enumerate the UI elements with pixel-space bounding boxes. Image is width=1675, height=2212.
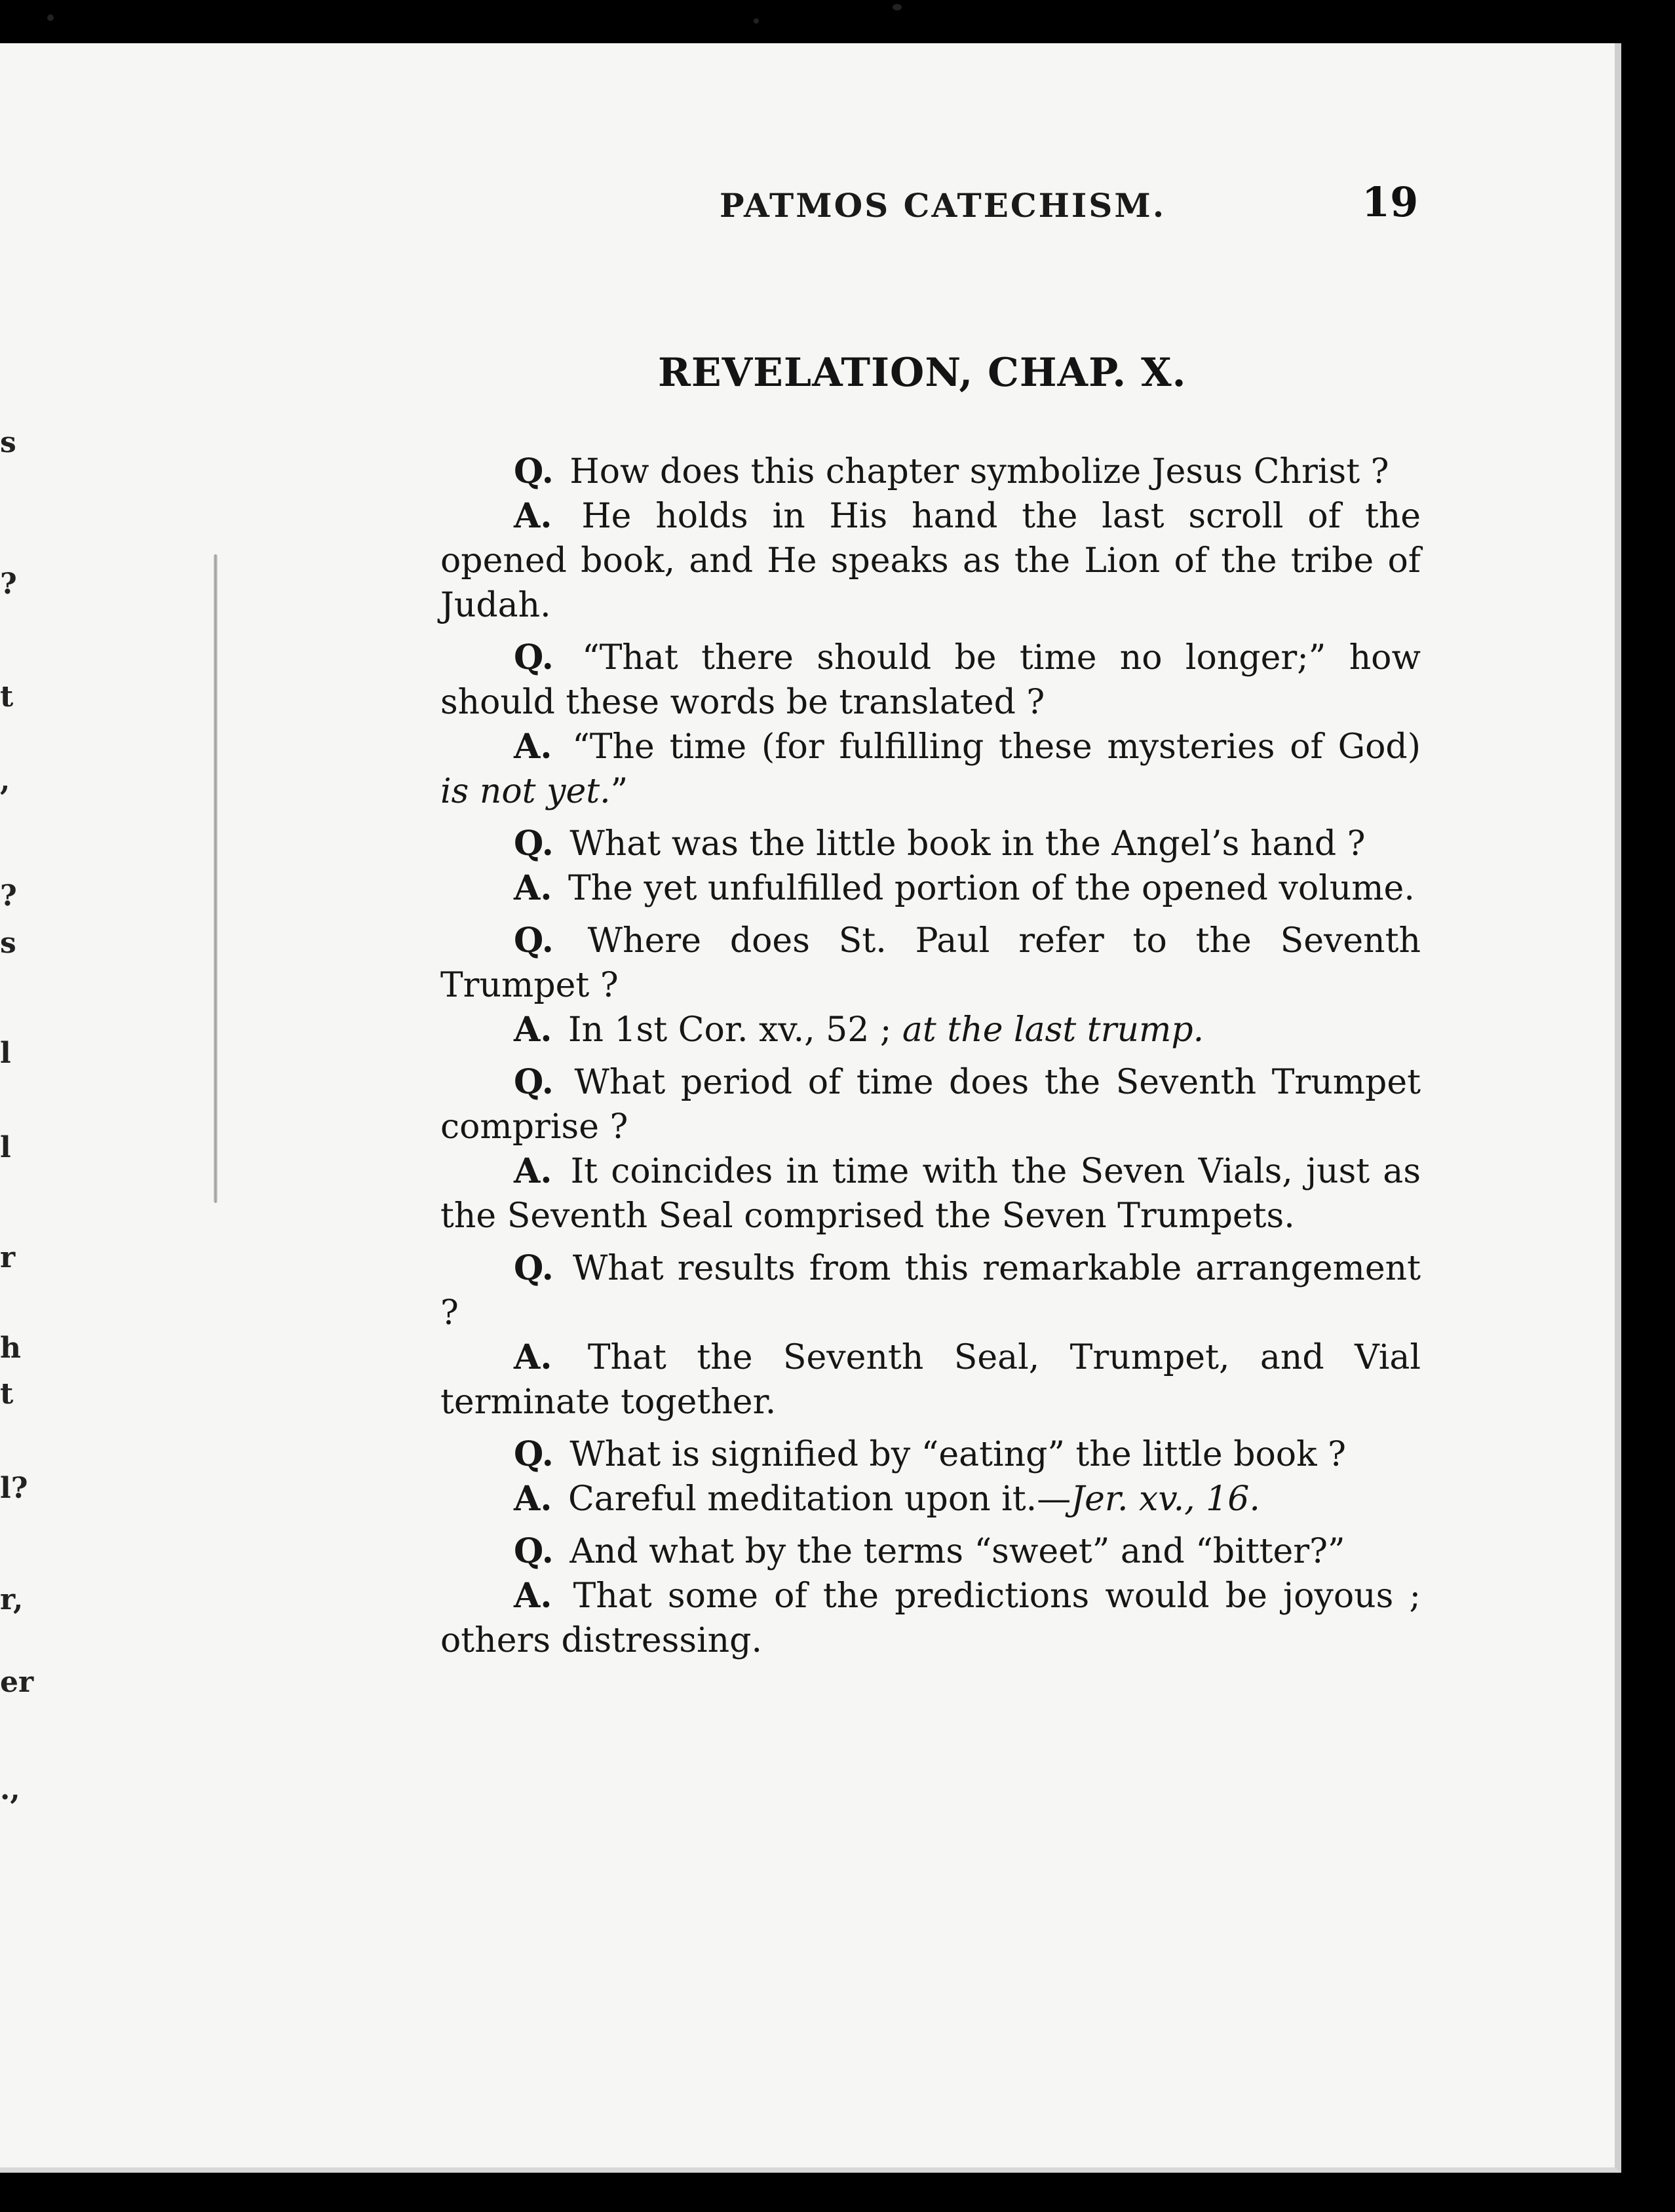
answer-prefix: A.: [514, 1337, 552, 1377]
answer-prefix: A.: [514, 1576, 552, 1616]
question-prefix: Q.: [514, 1434, 554, 1474]
question: [440, 919, 1421, 1008]
qa-pair: [440, 822, 1421, 911]
question: [440, 449, 1421, 494]
running-title: PATMOS CATECHISM.: [720, 186, 1166, 225]
answer-prefix: A.: [514, 1010, 552, 1050]
qa-pair: [440, 919, 1421, 1052]
margin-fragment: t: [0, 1377, 14, 1411]
answer-text: That the Seventh Seal, Trumpet, and Vial terminate together.: [440, 1338, 1421, 1422]
answer-prefix: A.: [514, 1151, 552, 1191]
margin-fragment: s: [0, 426, 16, 459]
answer-italic: Jer. xv., 16.: [1071, 1479, 1260, 1519]
scan-speck: [754, 18, 759, 24]
answer-text: That some of the predictions would be joyous ; others distressing.: [440, 1576, 1421, 1660]
question: [440, 822, 1421, 866]
answer-prefix: A.: [514, 496, 552, 536]
answer-tail: ”: [610, 772, 628, 811]
margin-fragment: l?: [0, 1472, 28, 1505]
page-number: 19: [1362, 178, 1419, 226]
answer-text: “The time (for fulfilling these mysteries of God): [572, 727, 1421, 767]
question-text: And what by the terms “sweet” and “bitter?”: [569, 1532, 1345, 1571]
question-text: “That there should be time no longer;” how should these words be translated ?: [440, 638, 1421, 722]
page-fold-mark: [214, 554, 218, 1203]
qa-pair: [440, 1529, 1421, 1663]
margin-fragment: s: [0, 926, 16, 960]
question-text: What results from this remarkable arrangement ?: [440, 1249, 1421, 1333]
book-page: [0, 43, 1621, 2173]
answer: [440, 1477, 1421, 1521]
margin-fragment: t: [0, 680, 14, 714]
question-prefix: Q.: [514, 638, 554, 677]
question-prefix: Q.: [514, 1248, 554, 1288]
margin-fragment: r,: [0, 1583, 24, 1616]
question-prefix: Q.: [514, 824, 554, 864]
question-text: What period of time does the Seventh Trumpet comprise ?: [440, 1063, 1421, 1147]
answer: [440, 1149, 1421, 1238]
qa-pair: [440, 1246, 1421, 1424]
question: [440, 1060, 1421, 1149]
qa-pair: [440, 636, 1421, 814]
question: [440, 1432, 1421, 1477]
answer-text: The yet unfulfilled portion of the opened volume.: [568, 869, 1415, 908]
chapter-title: REVELATION, CHAP. X.: [658, 350, 1187, 396]
answer: [440, 1335, 1421, 1424]
answer-text: In 1st Cor. xv., 52 ;: [568, 1010, 892, 1050]
question-text: What was the little book in the Angel’s hand ?: [569, 824, 1366, 864]
adjacent-page-edge: [0, 43, 34, 2167]
question-text: Where does St. Paul refer to the Seventh Trumpet ?: [440, 921, 1421, 1005]
answer-italic: is not yet.: [440, 772, 611, 811]
catechism-body: [440, 449, 1421, 1671]
question-prefix: Q.: [514, 1062, 554, 1102]
answer: [440, 1008, 1421, 1052]
question: [440, 1529, 1421, 1574]
answer-text: Careful meditation upon it.—: [568, 1479, 1071, 1519]
margin-fragment: .,: [0, 1773, 20, 1806]
question: [440, 636, 1421, 725]
answer-prefix: A.: [514, 1479, 552, 1519]
answer-text: It coincides in time with the Seven Vials, just as the Seventh Seal comprised the Seven Trumpets.: [440, 1152, 1421, 1236]
answer-prefix: A.: [514, 868, 552, 908]
margin-fragment: ?: [0, 567, 17, 601]
margin-fragment: r: [0, 1241, 16, 1274]
answer-prefix: A.: [514, 727, 552, 767]
margin-fragment: ?: [0, 879, 17, 913]
question-prefix: Q.: [514, 451, 554, 491]
answer: [440, 1574, 1421, 1663]
margin-fragment: l: [0, 1131, 11, 1164]
question-prefix: Q.: [514, 921, 554, 961]
scan-speck: [893, 4, 902, 10]
question-prefix: Q.: [514, 1531, 554, 1571]
margin-fragment: l: [0, 1037, 11, 1070]
question: [440, 1246, 1421, 1335]
qa-pair: [440, 1432, 1421, 1521]
scan-speck: [47, 14, 54, 21]
answer: [440, 866, 1421, 911]
question-text: What is signified by “eating” the little book ?: [569, 1435, 1347, 1474]
margin-fragment: h: [0, 1331, 21, 1365]
question-text: How does this chapter symbolize Jesus Christ ?: [569, 452, 1389, 491]
margin-fragment: er: [0, 1666, 34, 1699]
answer: [440, 725, 1421, 814]
answer: [440, 494, 1421, 628]
answer-italic: at the last trump.: [902, 1010, 1204, 1050]
qa-pair: [440, 1060, 1421, 1238]
qa-pair: [440, 449, 1421, 628]
margin-fragment: ,: [0, 764, 10, 797]
answer-text: He holds in His hand the last scroll of the opened book, and He speaks as the Lion of the tribe of Judah.: [440, 497, 1421, 625]
